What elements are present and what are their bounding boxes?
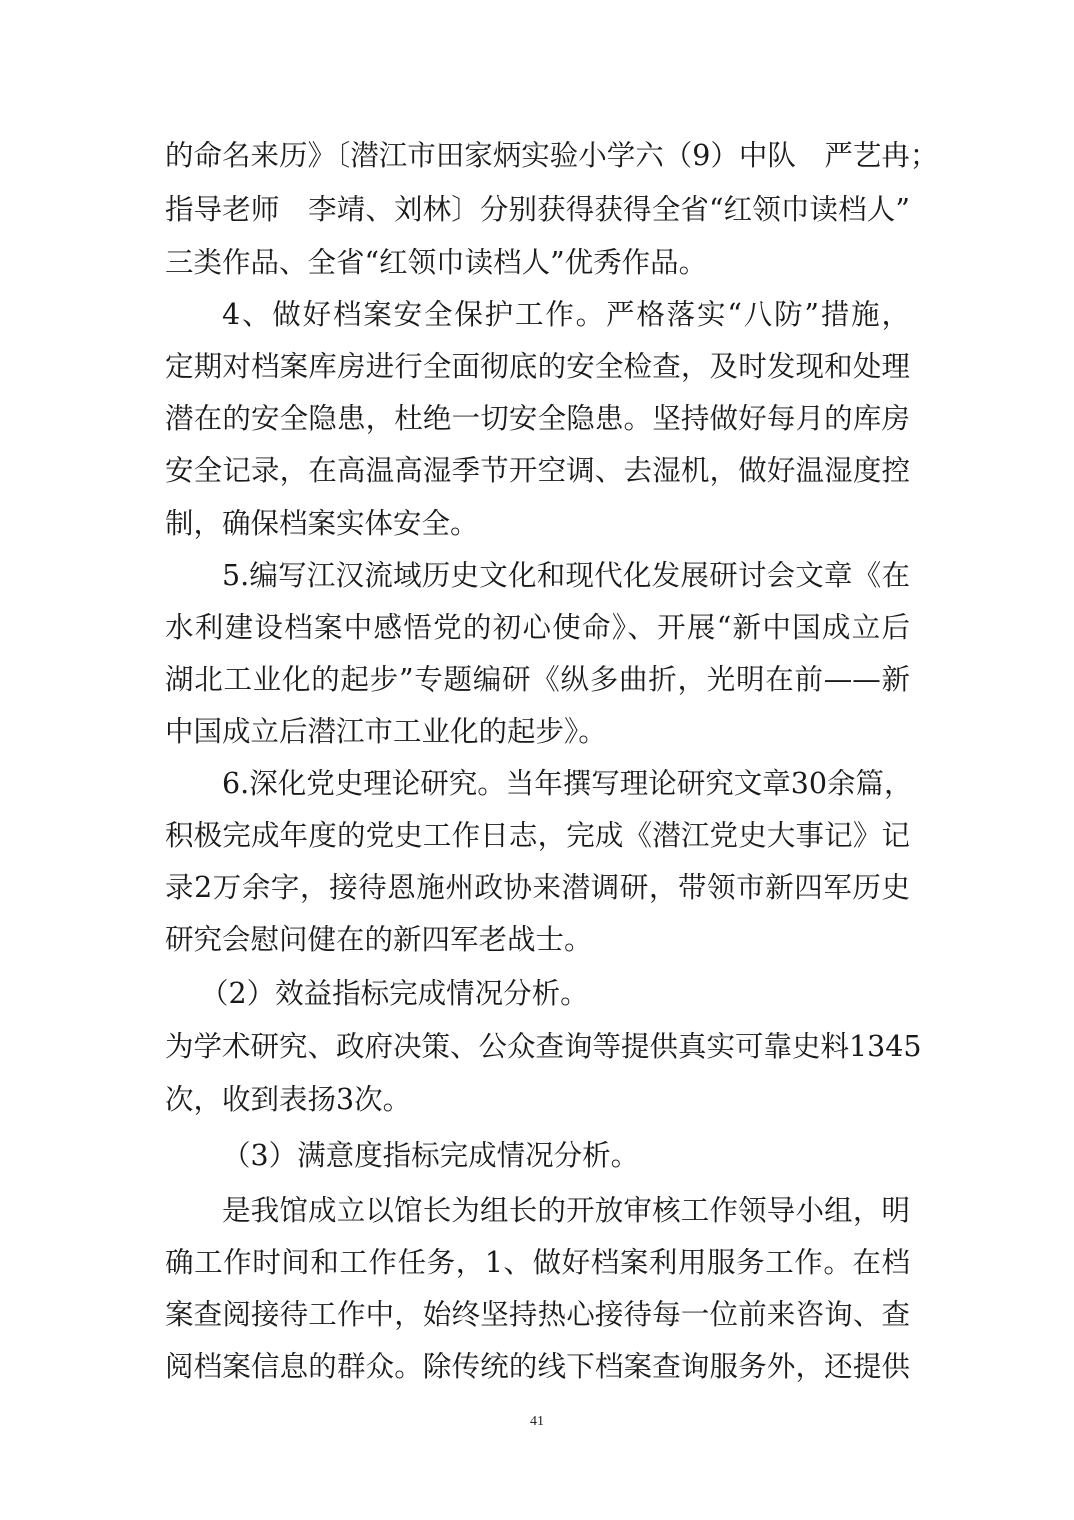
paragraph-line: 三类作品、全省“红领巾读档人”优秀作品。 [165,246,708,279]
paragraph-line: 研究会慰问健在的新四军老战士。 [165,923,593,956]
paragraph-line: 4、做好档案安全保护工作。严格落实“八防”措施， [222,298,910,331]
paragraph-line: 5.编写江汉流域历史文化和现代化发展研讨会文章《在 [222,559,910,592]
paragraph-line: 中国成立后潜江市工业化的起步》。 [165,715,607,748]
paragraph-line: 水利建设档案中感悟党的初心使命》、开展“新中国成立后 [165,611,910,644]
page-number: 41 [530,1414,544,1429]
paragraph-line: 案查阅接待工作中，始终坚持热心接待每一位前来咨询、查 [165,1298,910,1331]
section-heading: （3）满意度指标完成情况分析。 [222,1139,640,1172]
paragraph-line: 湖北工业化的起步”专题编研《纵多曲折，光明在前——新 [165,663,910,696]
paragraph-line: 指导老师 李靖、刘林〕分别获得获得全省“红领巾读档人” [165,193,910,226]
paragraph-line: 次，收到表扬3次。 [165,1083,412,1116]
paragraph-line: 积极完成年度的党史工作日志，完成《潜江党史大事记》记 [165,819,910,852]
section-heading: （2）效益指标完成情况分析。 [200,977,589,1010]
paragraph-line: 6.深化党史理论研究。当年撰写理论研究文章30余篇， [222,767,913,800]
paragraph-line: 定期对档案库房进行全面彻底的安全检查，及时发现和处理 [165,350,910,383]
paragraph-line: 制，确保档案实体安全。 [165,507,479,540]
paragraph-line: 录2万余字，接待恩施州政协来潜调研，带领市新四军历史 [165,871,910,904]
paragraph-line: 为学术研究、政府决策、公众查询等提供真实可靠史料1345 [165,1030,922,1063]
paragraph-line: 潜在的安全隐患，杜绝一切安全隐患。坚持做好每月的库房 [165,402,910,435]
paragraph-line: 阅档案信息的群众。除传统的线下档案查询服务外，还提供 [165,1350,910,1383]
paragraph-line: 的命名来历》〔潜江市田家炳实验小学六（9）中队 严艺冉； [165,139,939,172]
paragraph-line: 安全记录，在高温高湿季节开空调、去湿机，做好温湿度控 [165,454,910,487]
paragraph-line: 是我馆成立以馆长为组长的开放审核工作领导小组，明 [222,1194,910,1227]
paragraph-line: 确工作时间和工作任务，1、做好档案利用服务工作。在档 [165,1246,910,1279]
